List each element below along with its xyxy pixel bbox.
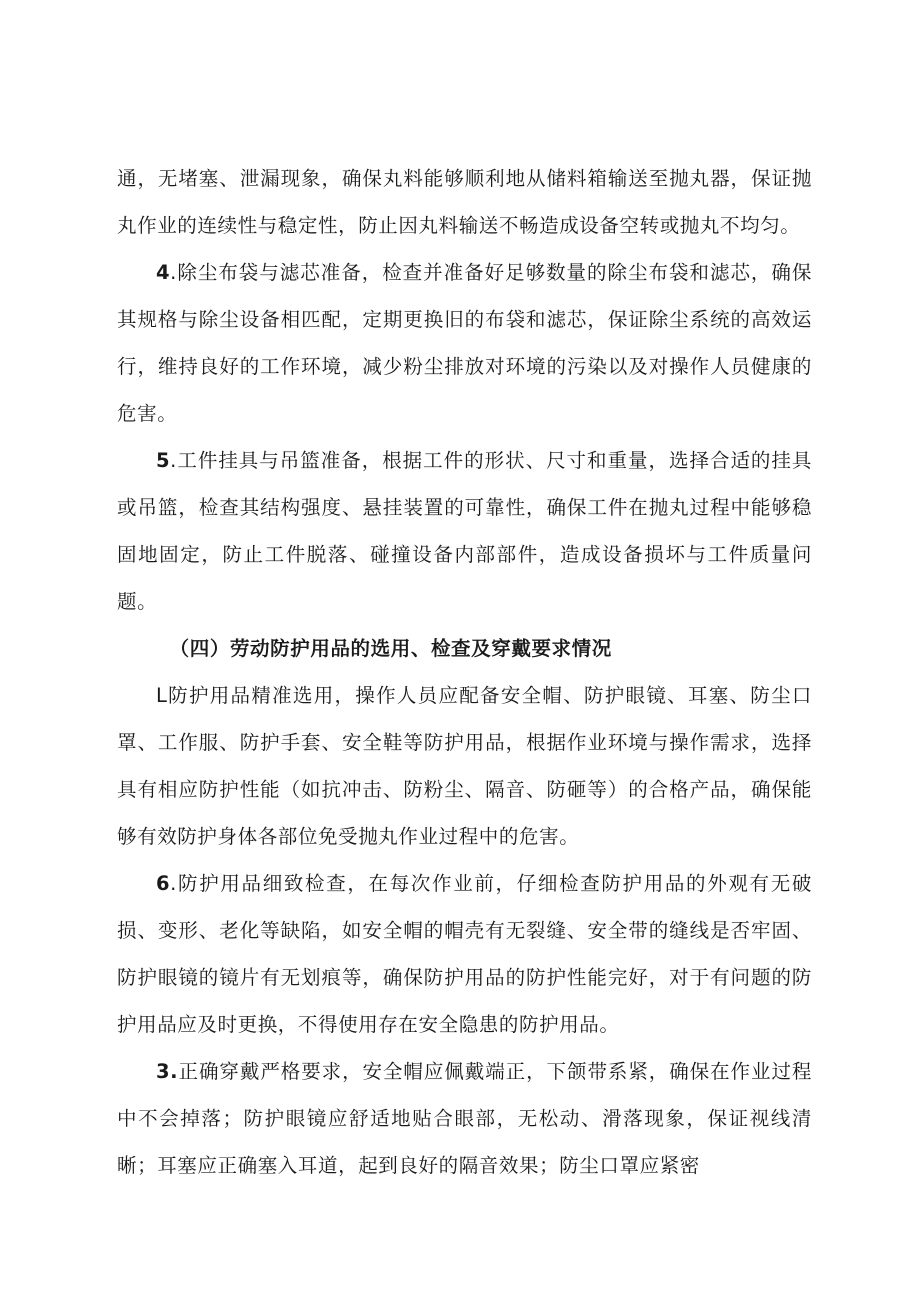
paragraph-text: .工件挂具与吊篮准备，根据工件的形状、尺寸和重量，选择合适的挂具或吊篮，检查其结构强度、悬挂装置的可靠性，确保工件在抛丸过程中能够稳固地固定，防止工件脱落、碰撞设备内部部件，造成设备损坏与工件质量问题。 — [117, 449, 812, 613]
item-number: L — [156, 684, 168, 707]
section-paragraph-1 — [117, 672, 812, 860]
continued-paragraph — [117, 155, 812, 249]
paragraph-text: 防护用品精准选用，操作人员应配备安全帽、防护眼镜、耳塞、防尘口罩、工作服、防护手套、安全鞋等防护用品，根据作业环境与操作需求，选择具有相应防护性能（如抗冲击、防粉尘、隔音、防砸等）的合格产品，确保能够有效防护身体各部位免受抛丸作业过程中的危害。 — [117, 684, 812, 848]
paragraph-text: 通，无堵塞、泄漏现象，确保丸料能够顺利地从储料箱输送至抛丸器，保证抛丸作业的连续性与稳定性，防止因丸料输送不畅造成设备空转或抛丸不均匀。 — [117, 167, 812, 237]
paragraph-text: 正确穿戴严格要求，安全帽应佩戴端正，下颌带系紧，确保在作业过程中不会掉落；防护眼镜应舒适地贴合眼部，无松动、滑落现象，保证视线清晰；耳塞应正确塞入耳道，起到良好的隔音效果；防尘口罩应紧密 — [117, 1060, 812, 1177]
item-number: 5 — [156, 449, 171, 472]
paragraph-text: .除尘布袋与滤芯准备，检查并准备好足够数量的除尘布袋和滤芯，确保其规格与除尘设备相匹配，定期更换旧的布袋和滤芯，保证除尘系统的高效运行，维持良好的工作环境，减少粉尘排放对环境的污染以及对操作人员健康的危害。 — [117, 261, 812, 425]
section-paragraph-2 — [117, 860, 812, 1048]
paragraph-item-5 — [117, 437, 812, 625]
paragraph-item-4 — [117, 249, 812, 437]
section-paragraph-3 — [117, 1048, 812, 1189]
section-heading: （四）劳动防护用品的选用、检查及穿戴要求情况 — [169, 637, 612, 660]
paragraph-text: .防护用品细致检查，在每次作业前，仔细检查防护用品的外观有无破损、变形、老化等缺陷，如安全帽的帽壳有无裂缝、安全带的缝线是否牢固、防护眼镜的镜片有无划痕等，确保防护用品的防护性能完好，对于有问题的防护用品应及时更换，不得使用存在安全隐患的防护用品。 — [117, 872, 812, 1036]
item-number: 6 — [156, 872, 171, 895]
item-number: 3. — [156, 1060, 179, 1083]
document-body — [117, 155, 812, 1189]
item-number: 4 — [156, 261, 171, 284]
